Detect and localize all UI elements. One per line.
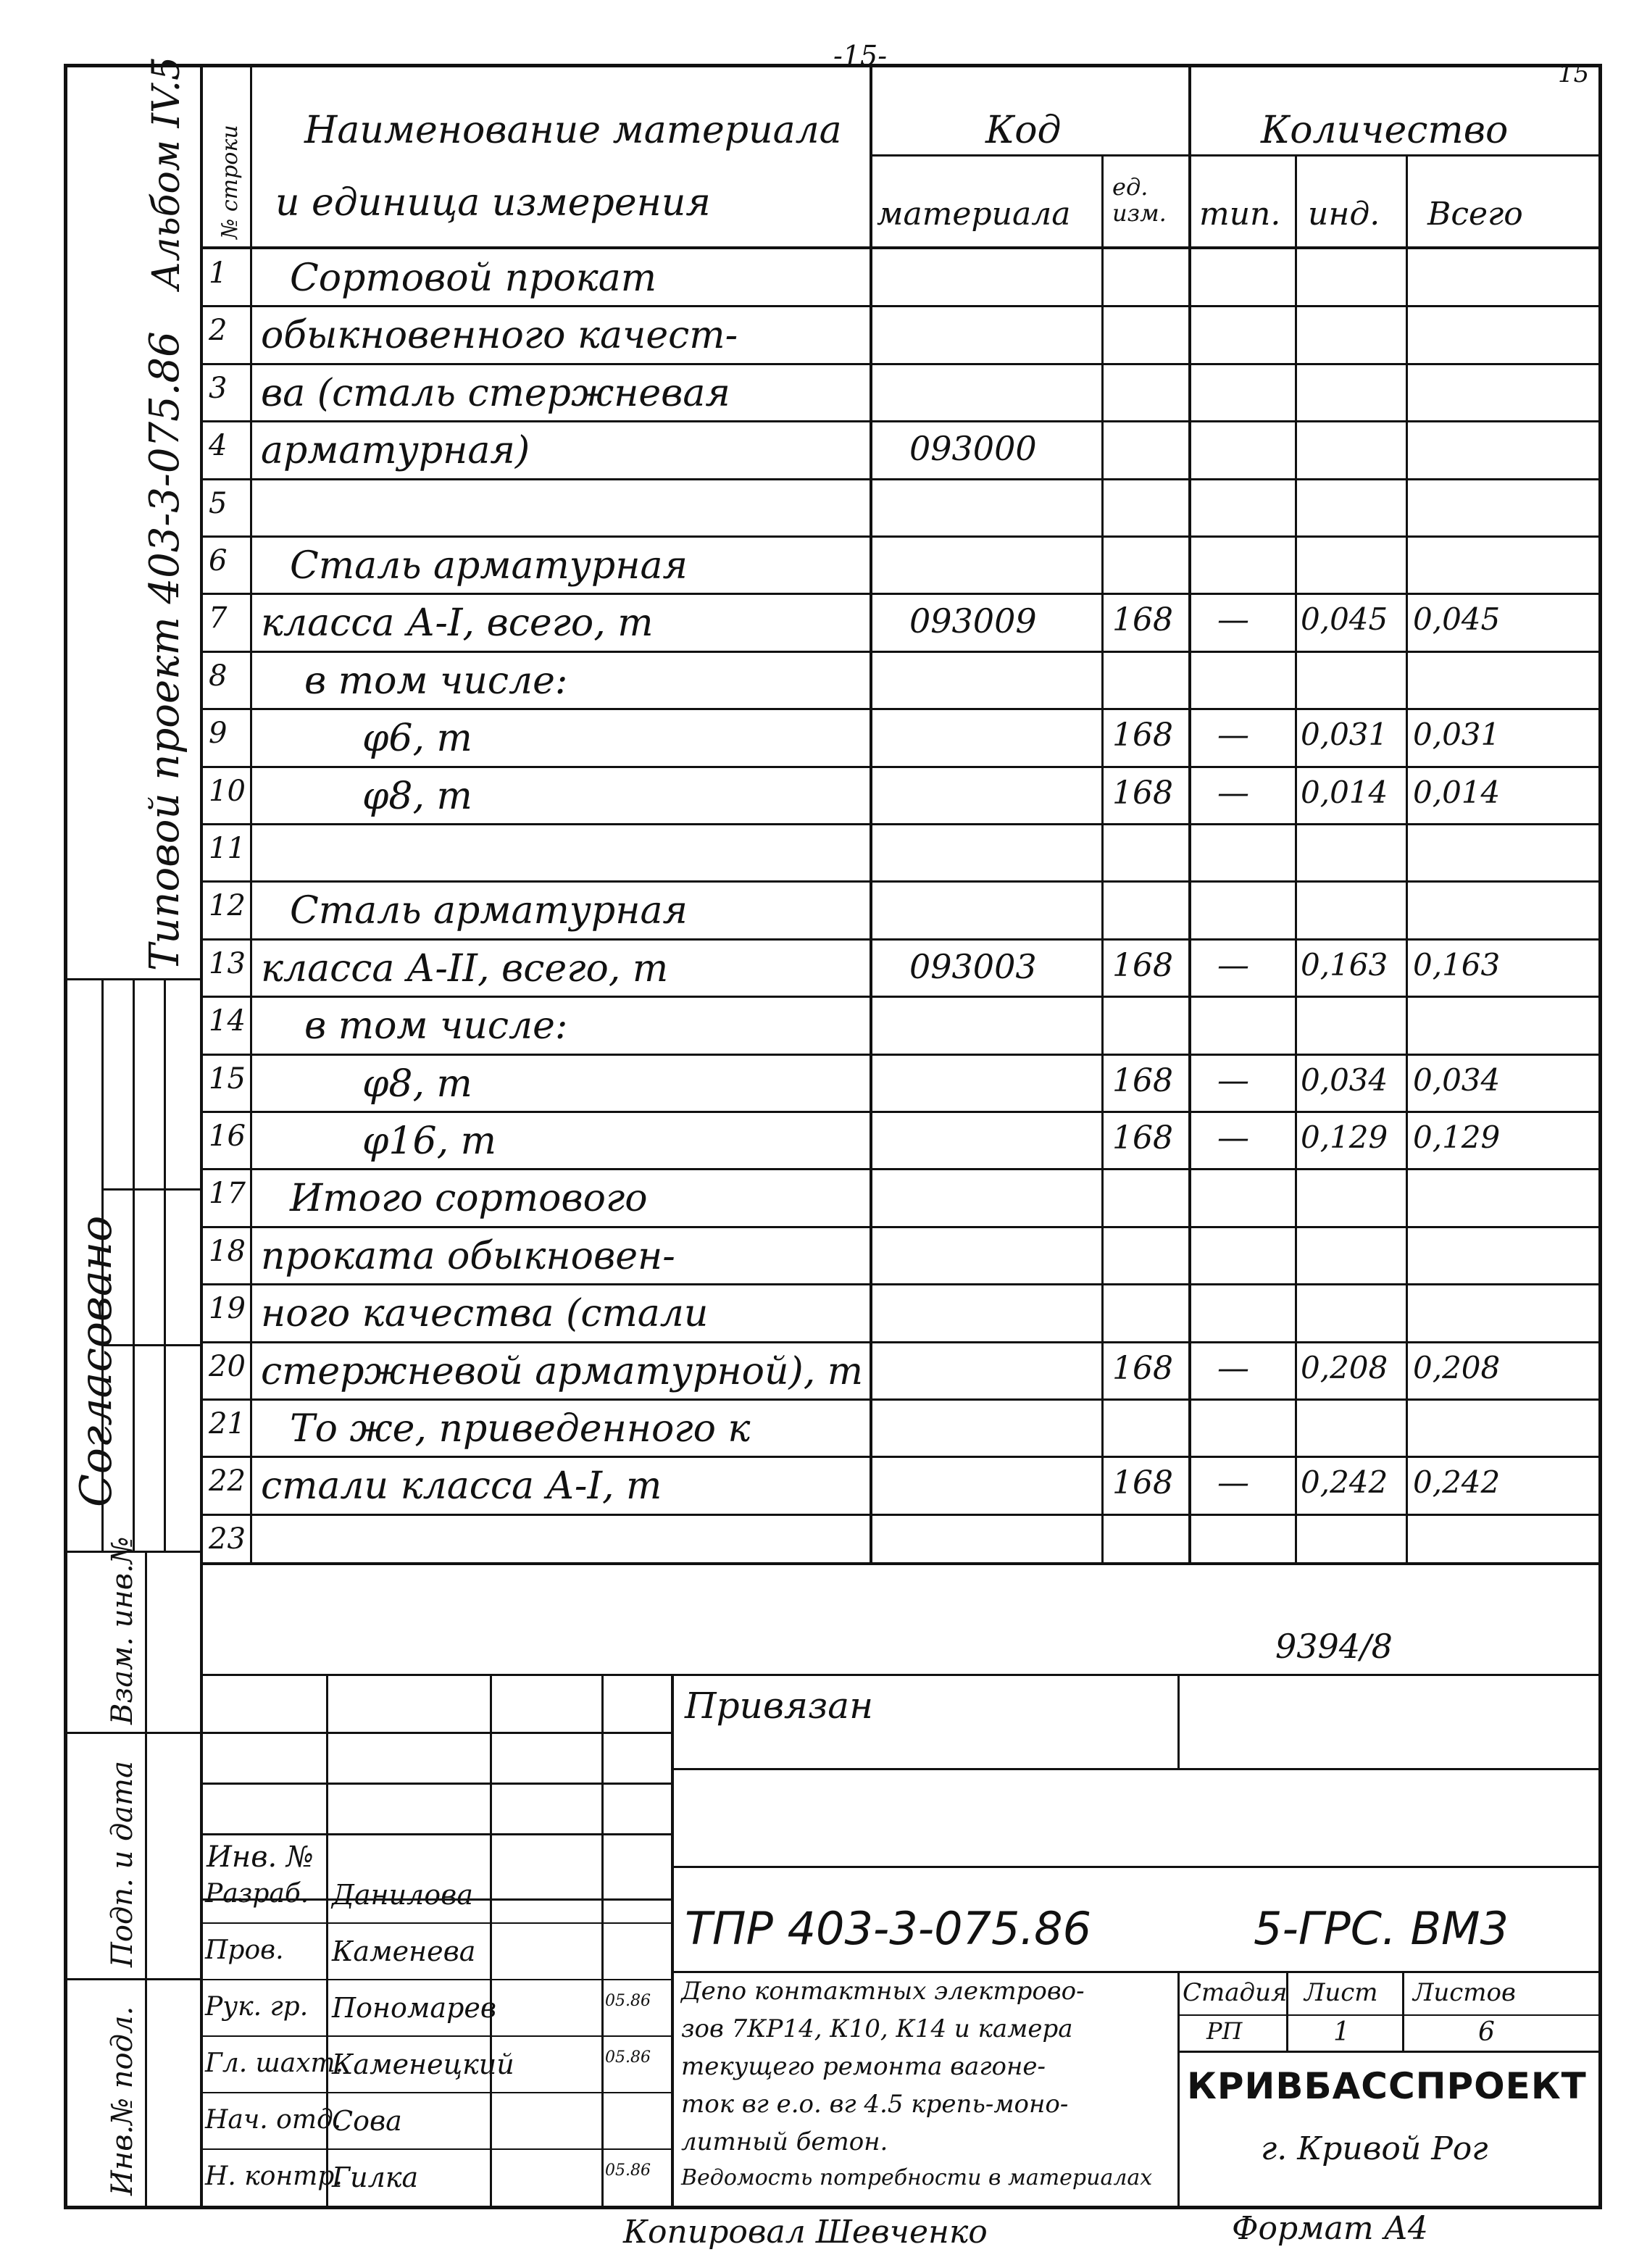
row-divider xyxy=(200,1111,1600,1113)
row-name: в том числе: xyxy=(304,1004,568,1048)
person-name: Гилка xyxy=(332,2161,419,2193)
row-divider xyxy=(200,938,1600,941)
person-name: Каменева xyxy=(332,1935,476,1967)
row-number: 8 xyxy=(209,659,228,693)
row-name: Итого сортового xyxy=(290,1177,648,1221)
row-divider xyxy=(200,996,1600,998)
sheet-description-line: Ведомость потребности в материалах xyxy=(681,2165,1153,2190)
row-divider xyxy=(200,478,1600,480)
page-number: -15- xyxy=(833,40,888,72)
row-typ: — xyxy=(1217,1062,1249,1099)
row-number: 5 xyxy=(209,486,228,520)
copied-by: Копировал Шевченко xyxy=(623,2214,988,2251)
row-number: 2 xyxy=(209,314,228,348)
row-number: 6 xyxy=(209,544,228,578)
row-unit: 168 xyxy=(1112,1062,1173,1099)
row-typ: — xyxy=(1217,601,1249,639)
row-number: 22 xyxy=(209,1464,246,1498)
row-divider xyxy=(200,1283,1600,1285)
header-name-line2: и единица измерения xyxy=(275,181,711,225)
row-name: ного качества (стали xyxy=(261,1292,709,1336)
row-name: Сортовой прокат xyxy=(290,257,657,300)
row-typ: — xyxy=(1217,1120,1249,1156)
row-divider xyxy=(200,1226,1600,1228)
row-number: 7 xyxy=(209,601,228,635)
row-ind: 0,014 xyxy=(1301,774,1388,810)
row-name: Сталь арматурная xyxy=(290,544,688,588)
linked-label: Привязан xyxy=(685,1685,874,1727)
row-number: 17 xyxy=(209,1177,246,1211)
sheet-description-line: Депо контактных электрово- xyxy=(681,1977,1085,2006)
stage-label: Стадия xyxy=(1183,1978,1288,2007)
inv-no-field: Инв. № xyxy=(207,1840,314,1874)
row-number: 9 xyxy=(209,717,228,751)
format-label: Формат А4 xyxy=(1232,2210,1428,2247)
header-code-material: материала xyxy=(877,196,1071,233)
row-unit: 168 xyxy=(1112,1349,1173,1387)
row-ind: 0,129 xyxy=(1301,1120,1388,1155)
corner-mark: 15 xyxy=(1558,59,1590,88)
row-divider xyxy=(200,880,1600,883)
row-unit: 168 xyxy=(1112,946,1173,984)
header-code-unit: ед. изм. xyxy=(1112,173,1167,227)
person-divider xyxy=(200,2148,671,2150)
person-name: Пономарев xyxy=(332,1992,497,2024)
person-name: Сова xyxy=(332,2105,402,2137)
row-name: класса А-II, всего, т xyxy=(261,946,669,991)
row-divider xyxy=(200,593,1600,595)
row-unit: 168 xyxy=(1112,1120,1173,1156)
designation: ТПР 403-3-075.86 xyxy=(685,1902,1092,1955)
row-divider xyxy=(200,535,1600,538)
row-total: 0,045 xyxy=(1413,601,1501,638)
row-number: 18 xyxy=(209,1234,246,1268)
header-name-line1: Наименование материала xyxy=(304,109,842,152)
row-ind: 0,031 xyxy=(1301,717,1388,753)
row-code: 093003 xyxy=(909,946,1037,986)
row-divider xyxy=(200,651,1600,653)
reference-number: 9394/8 xyxy=(1275,1627,1393,1666)
row-number: 13 xyxy=(209,946,246,980)
person-date: 05.86 xyxy=(605,2048,651,2067)
header-qty-typ: тип. xyxy=(1199,196,1281,233)
row-total: 0,242 xyxy=(1413,1464,1501,1501)
project-label: Типовой проект 403-3-075.86 xyxy=(141,331,188,971)
header-qty-ind: инд. xyxy=(1308,196,1380,233)
sheets-label: Листов xyxy=(1413,1978,1516,2007)
row-unit: 168 xyxy=(1112,1464,1173,1502)
row-ind: 0,208 xyxy=(1301,1349,1388,1385)
row-number: 23 xyxy=(209,1522,246,1556)
row-divider xyxy=(200,1398,1600,1401)
person-role: Гл. шахт. xyxy=(205,2048,344,2078)
row-divider xyxy=(200,708,1600,710)
row-divider xyxy=(200,1168,1600,1170)
row-number: 21 xyxy=(209,1407,246,1441)
row-ind: 0,045 xyxy=(1301,601,1388,638)
row-name: обыкновенного качест- xyxy=(261,314,738,358)
sheet-description-line: литный бетон. xyxy=(681,2127,888,2156)
row-name: φ8, т xyxy=(362,774,472,818)
sheet-description-line: текущего ремонта вагоне- xyxy=(681,2052,1046,2081)
row-name: в том числе: xyxy=(304,659,568,703)
row-name: Сталь арматурная xyxy=(290,889,688,933)
organization: КРИВБАССПРОЕКТ xyxy=(1187,2065,1587,2107)
person-date: 05.86 xyxy=(605,2161,651,2180)
row-name: класса А-I, всего, т xyxy=(261,601,654,646)
row-divider xyxy=(200,420,1600,422)
row-typ: — xyxy=(1217,1464,1249,1502)
row-code: 093009 xyxy=(909,601,1037,641)
row-number: 3 xyxy=(209,371,228,405)
row-divider xyxy=(200,1341,1600,1343)
row-total: 0,014 xyxy=(1413,774,1501,810)
person-role: Рук. гр. xyxy=(205,1992,309,2022)
header-quantity: Количество xyxy=(1261,109,1509,152)
person-divider xyxy=(200,2092,671,2093)
row-divider xyxy=(200,1054,1600,1056)
row-number: 10 xyxy=(209,774,246,808)
album-label: Альбом IV.5 xyxy=(145,56,188,290)
sheet-description-line: зов 7КР14, К10, К14 и камера xyxy=(681,2014,1073,2043)
frame-bottom xyxy=(64,2206,1602,2209)
row-typ: — xyxy=(1217,946,1249,984)
row-ind: 0,163 xyxy=(1301,946,1388,983)
sheet-value: 1 xyxy=(1333,2017,1350,2047)
header-code: Код xyxy=(985,109,1062,152)
row-name: То же, приведенного к xyxy=(290,1407,751,1451)
row-total: 0,034 xyxy=(1413,1062,1501,1098)
inv-no-label: Инв.№ подл. xyxy=(106,2006,139,2196)
row-divider xyxy=(200,363,1600,365)
row-total: 0,208 xyxy=(1413,1349,1501,1385)
row-name: стержневой арматурной), т xyxy=(261,1349,864,1393)
row-divider xyxy=(200,305,1600,307)
row-unit: 168 xyxy=(1112,717,1173,754)
person-divider xyxy=(200,1979,671,1980)
row-unit: 168 xyxy=(1112,601,1173,639)
row-name: проката обыкновен- xyxy=(261,1234,675,1278)
row-typ: — xyxy=(1217,717,1249,754)
row-code: 093000 xyxy=(909,429,1037,469)
row-ind: 0,034 xyxy=(1301,1062,1388,1098)
person-date: 05.86 xyxy=(605,1992,651,2010)
row-number: 16 xyxy=(209,1120,246,1153)
row-number: 15 xyxy=(209,1062,246,1096)
row-number: 12 xyxy=(209,889,246,923)
row-total: 0,129 xyxy=(1413,1120,1501,1155)
city: г. Кривой Рог xyxy=(1261,2130,1488,2167)
row-name: арматурная) xyxy=(261,429,530,473)
person-role: Разраб. xyxy=(205,1879,309,1909)
row-unit: 168 xyxy=(1112,774,1173,812)
row-name: φ6, т xyxy=(362,717,472,761)
person-divider xyxy=(200,1922,671,1924)
person-name: Данилова xyxy=(332,1879,473,1911)
row-number: 19 xyxy=(209,1292,246,1326)
row-number: 20 xyxy=(209,1349,246,1383)
row-ind: 0,242 xyxy=(1301,1464,1388,1501)
frame-right xyxy=(1598,64,1602,2209)
sign-date-label: Подп. и дата xyxy=(106,1761,139,1967)
header-qty-total: Всего xyxy=(1427,196,1523,233)
person-divider xyxy=(200,2035,671,2037)
row-typ: — xyxy=(1217,774,1249,812)
row-number: 14 xyxy=(209,1004,246,1038)
sheet-label: Лист xyxy=(1304,1978,1378,2007)
row-name: φ8, т xyxy=(362,1062,472,1106)
row-number: 11 xyxy=(209,832,246,865)
row-name: стали класса А-I, т xyxy=(261,1464,662,1509)
row-typ: — xyxy=(1217,1349,1249,1387)
sheet-code: 5-ГРС. ВМ3 xyxy=(1254,1902,1509,1955)
person-name: Каменецкий xyxy=(332,2048,514,2080)
sheets-value: 6 xyxy=(1478,2017,1495,2047)
row-number: 4 xyxy=(209,429,228,463)
stage-value: РП xyxy=(1206,2017,1243,2045)
agreed-label: Согласовано xyxy=(71,1215,122,1507)
row-number-header: № строки xyxy=(217,125,243,239)
row-name: φ16, т xyxy=(362,1120,496,1163)
row-divider xyxy=(200,823,1600,825)
row-divider xyxy=(200,766,1600,768)
row-divider xyxy=(200,1456,1600,1458)
row-total: 0,031 xyxy=(1413,717,1501,753)
row-number: 1 xyxy=(209,257,228,290)
frame-left xyxy=(64,64,67,2209)
replace-inv-label: Взам. инв.№ xyxy=(106,1536,139,1725)
person-role: Пров. xyxy=(205,1935,284,1965)
person-role: Нач. отд. xyxy=(205,2105,342,2135)
person-role: Н. контр. xyxy=(205,2161,343,2191)
row-total: 0,163 xyxy=(1413,946,1501,983)
row-divider xyxy=(200,1514,1600,1516)
sheet-description-line: ток вг е.о. вг 4.5 крепь-моно- xyxy=(681,2090,1069,2119)
row-name: ва (сталь стержневая xyxy=(261,371,730,415)
